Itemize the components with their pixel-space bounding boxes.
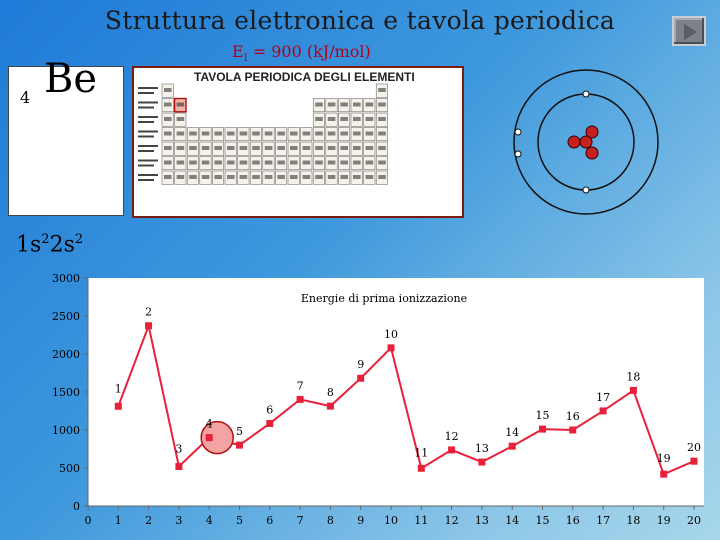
cell-symbol-mark [265, 161, 273, 165]
data-label: 13 [474, 442, 489, 456]
x-tick-label: 13 [474, 514, 489, 527]
legend-line [138, 107, 154, 109]
x-tick-label: 6 [266, 514, 274, 527]
cell-symbol-mark [164, 161, 172, 165]
cell-symbol-mark [240, 146, 248, 150]
cell-symbol-mark [315, 175, 323, 179]
data-point [478, 459, 485, 466]
data-point [691, 458, 698, 465]
cell-symbol-mark [328, 175, 336, 179]
cell-symbol-mark [265, 175, 273, 179]
data-point [600, 407, 607, 414]
electron-configuration [16, 232, 83, 257]
periodic-table-grid [134, 68, 462, 216]
electron [515, 151, 521, 157]
legend-line [138, 102, 158, 104]
x-tick-label: 16 [565, 514, 580, 527]
energy-symbol: E [232, 42, 244, 61]
y-tick-label: 3000 [52, 272, 80, 285]
cell-symbol-mark [303, 161, 311, 165]
data-point [297, 396, 304, 403]
cell-symbol-mark [340, 161, 348, 165]
cell-symbol-mark [303, 132, 311, 136]
x-tick-label: 12 [444, 514, 459, 527]
cell-symbol-mark [177, 161, 185, 165]
cell-symbol-mark [340, 132, 348, 136]
data-label: 5 [236, 425, 243, 439]
cell-symbol-mark [164, 146, 172, 150]
data-point [569, 427, 576, 434]
data-point [509, 443, 516, 450]
y-tick-label: 2500 [52, 310, 80, 323]
electron [515, 129, 521, 135]
cell-symbol-mark [366, 132, 374, 136]
cell-symbol-mark [214, 132, 222, 136]
cell-symbol-mark [164, 88, 172, 92]
x-tick-label: 20 [687, 514, 701, 527]
cell-symbol-mark [366, 161, 374, 165]
cell-symbol-mark [227, 132, 235, 136]
data-label: 18 [626, 370, 641, 384]
cell-symbol-mark [252, 146, 260, 150]
cell-symbol-mark [240, 132, 248, 136]
data-point [236, 442, 243, 449]
config-exponent: 2 [41, 232, 50, 247]
x-tick-label: 11 [414, 514, 429, 527]
x-tick-label: 14 [505, 514, 520, 527]
cell-symbol-mark [378, 175, 386, 179]
data-point [418, 465, 425, 472]
x-tick-label: 17 [596, 514, 611, 527]
cell-symbol-mark [202, 146, 210, 150]
bohr-atom-model [492, 66, 662, 216]
cell-symbol-mark [177, 103, 185, 107]
legend-line [138, 145, 158, 147]
cell-symbol-mark [353, 132, 361, 136]
cell-symbol-mark [328, 103, 336, 107]
data-label: 4 [205, 417, 213, 431]
legend-line [138, 121, 154, 123]
cell-symbol-mark [164, 132, 172, 136]
ionization-energy-readout [232, 42, 371, 64]
data-label: 9 [357, 358, 365, 372]
data-point [206, 434, 213, 441]
y-tick-label: 2000 [52, 348, 80, 361]
cell-symbol-mark [315, 146, 323, 150]
cell-symbol-mark [340, 117, 348, 121]
data-label: 11 [414, 446, 429, 460]
data-label: 3 [175, 442, 183, 456]
cell-symbol-mark [240, 161, 248, 165]
data-label: 19 [656, 452, 671, 466]
cell-symbol-mark [177, 132, 185, 136]
x-tick-label: 7 [296, 514, 304, 527]
y-tick-label: 1500 [52, 386, 80, 399]
data-point [145, 322, 152, 329]
plot-area [88, 278, 704, 506]
cell-symbol-mark [366, 175, 374, 179]
config-exponent: 2 [74, 232, 84, 247]
data-point [327, 403, 334, 410]
legend-line [138, 92, 154, 94]
cell-symbol-mark [378, 161, 386, 165]
cell-symbol-mark [290, 161, 298, 165]
periodic-table-title: TAVOLA PERIODICA DEGLI ELEMENTI [194, 70, 415, 84]
cell-symbol-mark [303, 175, 311, 179]
x-tick-label: 1 [114, 514, 122, 527]
cell-symbol-mark [277, 161, 285, 165]
chart-title: Energie di prima ionizzazione [300, 292, 468, 305]
data-label: 6 [266, 403, 274, 417]
cell-symbol-mark [202, 175, 210, 179]
legend-line [138, 174, 158, 176]
data-label: 10 [384, 327, 398, 341]
data-label: 12 [444, 429, 459, 443]
cell-symbol-mark [202, 132, 210, 136]
cell-symbol-mark [366, 117, 374, 121]
cell-symbol-mark [177, 146, 185, 150]
cell-symbol-mark [353, 117, 361, 121]
cell-symbol-mark [189, 132, 197, 136]
cell-symbol-mark [214, 175, 222, 179]
cell-symbol-mark [214, 146, 222, 150]
cell-symbol-mark [164, 103, 172, 107]
cell-symbol-mark [240, 175, 248, 179]
cell-symbol-mark [366, 103, 374, 107]
cell-symbol-mark [227, 146, 235, 150]
data-label: 2 [145, 305, 153, 319]
legend-line [138, 179, 154, 181]
cell-symbol-mark [252, 132, 260, 136]
cell-symbol-mark [353, 175, 361, 179]
legend-line [138, 131, 158, 133]
legend-line [138, 150, 154, 152]
nucleon [580, 136, 592, 148]
electron [583, 187, 589, 193]
cell-symbol-mark [252, 161, 260, 165]
x-tick-label: 4 [205, 514, 213, 527]
cell-symbol-mark [277, 175, 285, 179]
x-tick-label: 2 [145, 514, 153, 527]
x-tick-label: 15 [535, 514, 550, 527]
cell-symbol-mark [378, 103, 386, 107]
cell-symbol-mark [378, 132, 386, 136]
ionization-energy-chart [12, 266, 712, 538]
data-point [448, 446, 455, 453]
cell-symbol-mark [164, 117, 172, 121]
data-label: 20 [687, 441, 701, 455]
slide-title: Struttura elettronica e tavola periodica [104, 6, 616, 35]
cell-symbol-mark [353, 103, 361, 107]
data-point [115, 403, 122, 410]
x-tick-label: 5 [236, 514, 243, 527]
data-point [175, 463, 182, 470]
cell-symbol-mark [315, 103, 323, 107]
cell-symbol-mark [340, 175, 348, 179]
cell-symbol-mark [315, 132, 323, 136]
data-label: 17 [596, 390, 611, 404]
cell-symbol-mark [290, 175, 298, 179]
legend-line [138, 87, 158, 89]
cell-symbol-mark [265, 146, 273, 150]
periodic-table-image [132, 66, 464, 218]
x-tick-label: 19 [656, 514, 671, 527]
data-label: 7 [296, 379, 304, 393]
cell-symbol-mark [328, 146, 336, 150]
data-point [630, 387, 637, 394]
x-tick-label: 18 [626, 514, 641, 527]
data-point [357, 375, 364, 382]
config-term: 2s [49, 232, 75, 258]
cell-symbol-mark [290, 132, 298, 136]
x-tick-label: 10 [384, 514, 398, 527]
cell-symbol-mark [277, 146, 285, 150]
data-point [388, 344, 395, 351]
legend-line [138, 116, 158, 118]
cell-symbol-mark [328, 117, 336, 121]
nucleon [586, 147, 598, 159]
cell-symbol-mark [290, 146, 298, 150]
y-tick-label: 500 [59, 462, 80, 475]
cell-symbol-mark [378, 146, 386, 150]
energy-value: = 900 (kJ/mol) [247, 42, 371, 61]
energy-subscript: I [243, 53, 248, 65]
data-label: 16 [565, 410, 580, 423]
cell-symbol-mark [202, 161, 210, 165]
play-triangle-icon [684, 24, 697, 40]
x-tick-label: 3 [175, 514, 183, 527]
nucleon [568, 136, 580, 148]
y-tick-label: 0 [73, 500, 80, 513]
cell-symbol-mark [227, 175, 235, 179]
cell-symbol-mark [177, 117, 185, 121]
cell-symbol-mark [189, 161, 197, 165]
atomic-number: 4 [20, 88, 31, 107]
cell-symbol-mark [353, 146, 361, 150]
x-tick-label: 9 [357, 514, 365, 527]
cell-symbol-mark [252, 175, 260, 179]
config-term: 1s [16, 232, 42, 258]
cell-symbol-mark [340, 103, 348, 107]
cell-symbol-mark [227, 161, 235, 165]
next-slide-button[interactable] [672, 16, 706, 46]
x-tick-label: 0 [84, 514, 92, 527]
x-tick-label: 8 [326, 514, 334, 527]
cell-symbol-mark [353, 161, 361, 165]
cell-symbol-mark [189, 146, 197, 150]
cell-symbol-mark [214, 161, 222, 165]
data-label: 15 [535, 409, 550, 423]
y-tick-label: 1000 [52, 424, 80, 437]
electron [583, 91, 589, 97]
data-point [266, 420, 273, 427]
cell-symbol-mark [328, 161, 336, 165]
cell-symbol-mark [265, 132, 273, 136]
cell-symbol-mark [315, 117, 323, 121]
cell-symbol-mark [366, 146, 374, 150]
cell-symbol-mark [189, 175, 197, 179]
cell-symbol-mark [378, 117, 386, 121]
element-symbol: Be [44, 56, 98, 102]
data-point [539, 426, 546, 433]
cell-symbol-mark [315, 161, 323, 165]
cell-symbol-mark [340, 146, 348, 150]
legend-line [138, 165, 154, 167]
data-label: 1 [114, 382, 122, 396]
data-label: 8 [326, 386, 334, 400]
cell-symbol-mark [277, 132, 285, 136]
legend-line [138, 136, 154, 138]
cell-symbol-mark [177, 175, 185, 179]
legend-line [138, 160, 158, 162]
cell-symbol-mark [328, 132, 336, 136]
data-point [660, 471, 667, 478]
cell-symbol-mark [303, 146, 311, 150]
cell-symbol-mark [164, 175, 172, 179]
cell-symbol-mark [378, 88, 386, 92]
data-label: 14 [505, 426, 520, 440]
